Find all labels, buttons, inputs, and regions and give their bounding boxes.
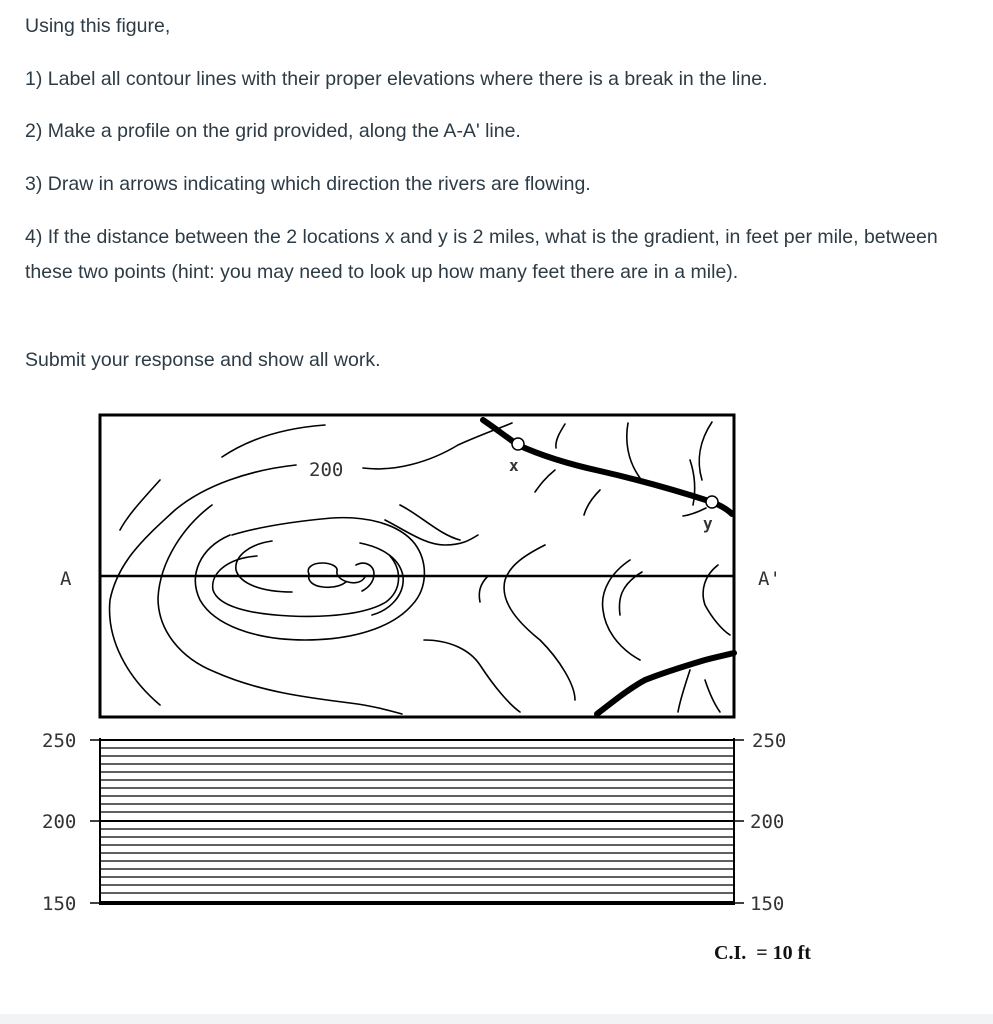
- topographic-figure: [0, 395, 993, 995]
- label-a-prime: A': [758, 568, 781, 590]
- point-y-label: y: [703, 514, 713, 533]
- submit-text: Submit your response and show all work.: [25, 349, 381, 371]
- step-3-text: 3) Draw in arrows indicating which direction the rivers are flowing.: [25, 173, 591, 195]
- contour-label-200: 200: [309, 459, 344, 481]
- right-tick-250: 250: [752, 730, 787, 752]
- label-a: A: [60, 568, 72, 590]
- step-4-text: 4) If the distance between the 2 locations x and y is 2 miles, what is the gradient, in feet per mile, between these two points (hint: you may need to look up how many feet there are in a mile).: [25, 226, 938, 283]
- point-x-label: x: [509, 456, 519, 475]
- right-tick-200: 200: [750, 811, 785, 833]
- intro-text: Using this figure,: [25, 15, 171, 37]
- map-frame: [100, 415, 734, 717]
- point-y-marker: [706, 496, 718, 508]
- contour-interval-label: C.I. = 10 ft: [714, 942, 811, 964]
- profile-grid: [90, 738, 744, 905]
- bottom-bar: [0, 1014, 993, 1024]
- left-tick-200: 200: [42, 811, 77, 833]
- left-tick-250: 250: [42, 730, 77, 752]
- step-2-text: 2) Make a profile on the grid provided, along the A-A' line.: [25, 120, 521, 142]
- step-1-text: 1) Label all contour lines with their proper elevations where there is a break in the line.: [25, 68, 768, 90]
- right-tick-150: 150: [750, 893, 785, 915]
- point-x-marker: [512, 438, 524, 450]
- left-tick-150: 150: [42, 893, 77, 915]
